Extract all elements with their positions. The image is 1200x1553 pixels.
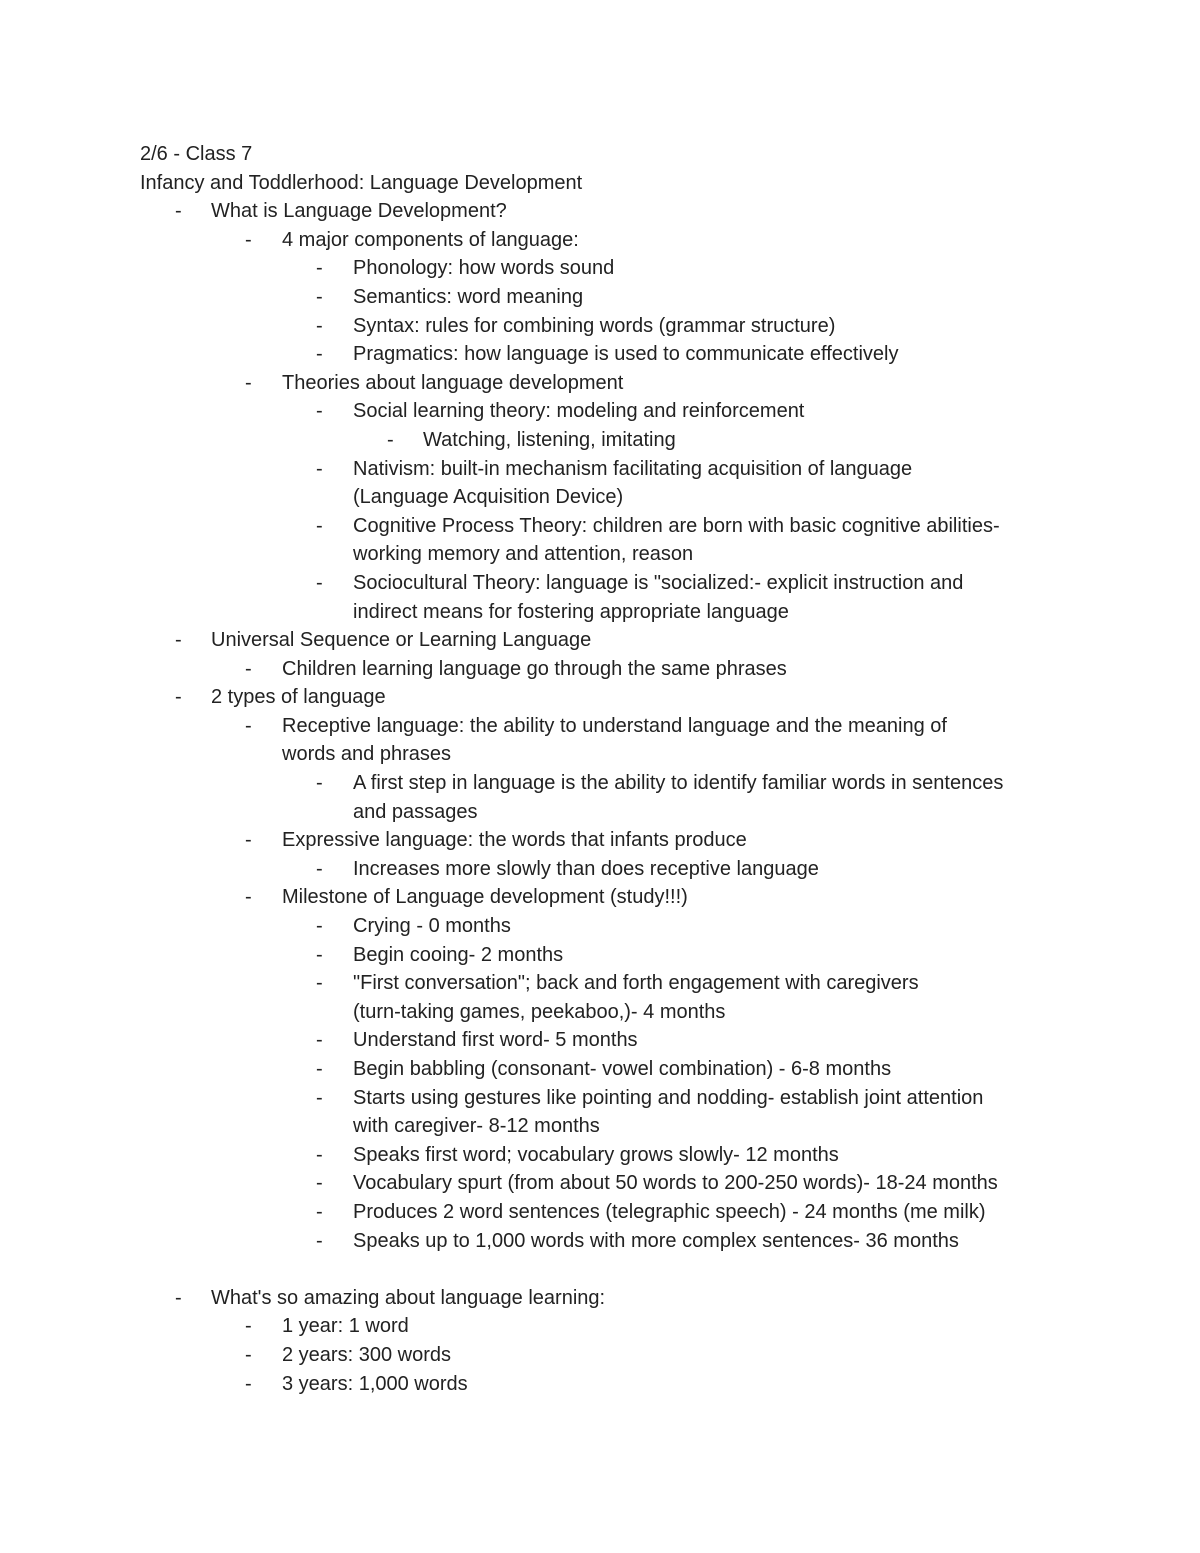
outline-item-text: Semantics: word meaning <box>353 285 584 308</box>
outline-item-text: words and phrases <box>282 743 451 766</box>
outline-item-text: and passages <box>353 800 478 823</box>
outline-item-level-2 <box>140 1370 1080 1399</box>
outline-item-text: A first step in language is the ability to identify familiar words in sentences <box>353 772 1004 795</box>
outline-item-level-2 <box>140 826 1080 855</box>
outline-item-level-1 <box>140 683 1080 712</box>
bullet-dash: - <box>316 314 323 337</box>
bullet-dash: - <box>316 1029 323 1052</box>
outline-item-text: Pragmatics: how language is used to communicate effectively <box>353 343 899 366</box>
document-title: Infancy and Toddlerhood: Language Development <box>140 171 583 194</box>
outline-item-text: Begin cooing- 2 months <box>353 943 564 966</box>
bullet-dash: - <box>245 228 252 251</box>
bullet-dash: - <box>316 915 323 938</box>
outline-item-level-2 <box>140 655 1080 684</box>
outline-item-level-3 <box>140 340 1080 369</box>
bullet-dash: - <box>316 1172 323 1195</box>
outline-item-text: What's so amazing about language learning: <box>211 1286 606 1309</box>
outline-item-text: Understand first word- 5 months <box>353 1029 638 1052</box>
outline-item-level-3 <box>140 397 1080 426</box>
bullet-dash: - <box>387 428 394 451</box>
blank-line <box>140 1255 1080 1284</box>
outline-item-level-3 <box>140 512 1080 569</box>
bullet-dash: - <box>175 686 182 709</box>
outline-item-text: 2 types of language <box>211 686 386 709</box>
bullet-dash: - <box>316 1229 323 1252</box>
bullet-dash: - <box>175 1286 182 1309</box>
notes-body <box>140 140 1080 1398</box>
bullet-dash: - <box>316 343 323 366</box>
outline-item-text: What is Language Development? <box>211 200 507 223</box>
outline-item-text: Crying - 0 months <box>353 915 511 938</box>
bullet-dash: - <box>316 400 323 423</box>
bullet-dash: - <box>245 657 252 680</box>
bullet-dash: - <box>245 829 252 852</box>
outline-item-text: Theories about language development <box>282 371 624 394</box>
bullet-dash: - <box>245 714 252 737</box>
outline-item-level-1 <box>140 197 1080 226</box>
outline-item-level-3 <box>140 1055 1080 1084</box>
bullet-dash: - <box>316 1086 323 1109</box>
outline-item-level-3 <box>140 283 1080 312</box>
outline-item-text: 4 major components of language: <box>282 228 579 251</box>
outline-item-level-3 <box>140 254 1080 283</box>
date-line: 2/6 - Class 7 <box>140 143 253 165</box>
outline-item-text: Universal Sequence or Learning Language <box>211 629 592 652</box>
bullet-dash: - <box>316 972 323 995</box>
bullet-dash: - <box>316 857 323 880</box>
bullet-dash: - <box>316 772 323 795</box>
bullet-dash: - <box>316 1143 323 1166</box>
outline-list <box>140 197 1080 1398</box>
outline-item-text: Syntax: rules for combining words (grammar structure) <box>353 314 836 337</box>
outline-item-text: Cognitive Process Theory: children are born with basic cognitive abilities- <box>353 514 1000 537</box>
outline-item-level-1 <box>140 626 1080 655</box>
outline-item-level-2 <box>140 1341 1080 1370</box>
outline-item-level-3 <box>140 769 1080 826</box>
bullet-dash: - <box>175 200 182 223</box>
outline-item-text: Vocabulary spurt (from about 50 words to 200-250 words)- 18-24 months <box>353 1172 998 1195</box>
outline-item-text: Children learning language go through the same phrases <box>282 657 787 680</box>
bullet-dash: - <box>316 1058 323 1080</box>
bullet-dash: - <box>175 629 182 652</box>
outline-item-text: Increases more slowly than does receptive language <box>353 857 819 880</box>
outline-item-text: indirect means for fostering appropriate language <box>353 600 789 623</box>
outline-item-text: working memory and attention, reason <box>353 543 694 566</box>
outline-item-text: Social learning theory: modeling and reinforcement <box>353 400 805 423</box>
outline-item-text: (turn-taking games, peekaboo,)- 4 months <box>353 1000 726 1023</box>
outline-item-text: 1 year: 1 word <box>282 1315 409 1338</box>
outline-item-text: Speaks first word; vocabulary grows slowly- 12 months <box>353 1143 839 1166</box>
outline-item-level-2 <box>140 226 1080 255</box>
outline-item-text: 2 years: 300 words <box>282 1343 451 1366</box>
bullet-dash: - <box>316 1200 323 1223</box>
outline-item-level-2 <box>140 883 1080 912</box>
outline-item-level-3 <box>140 1141 1080 1170</box>
bullet-dash: - <box>316 457 323 480</box>
outline-item-level-3 <box>140 1169 1080 1198</box>
outline-item-level-3 <box>140 1198 1080 1227</box>
bullet-dash: - <box>316 285 323 308</box>
bullet-dash: - <box>316 514 323 537</box>
outline-item-text: "First conversation"; back and forth engagement with caregivers <box>353 972 919 995</box>
outline-item-text: Starts using gestures like pointing and nodding- establish joint attention <box>353 1086 984 1109</box>
outline-item-level-3 <box>140 969 1080 1026</box>
outline-item-level-2 <box>140 1312 1080 1341</box>
outline-item-text: 3 years: 1,000 words <box>282 1372 468 1395</box>
bullet-dash: - <box>245 1315 252 1338</box>
outline-item-level-3 <box>140 855 1080 884</box>
outline-item-level-1 <box>140 1284 1080 1313</box>
outline-item-text: Produces 2 word sentences (telegraphic speech) - 24 months (me milk) <box>353 1200 986 1223</box>
outline-item-level-3 <box>140 1026 1080 1055</box>
outline-item-level-4 <box>140 426 1080 455</box>
bullet-dash: - <box>245 1372 252 1395</box>
outline-item-text: Begin babbling (consonant- vowel combination) - 6-8 months <box>353 1058 892 1080</box>
outline-item-text: Sociocultural Theory: language is "socialized:- explicit instruction and <box>353 571 964 594</box>
outline-item-text: Phonology: how words sound <box>353 257 615 280</box>
outline-item-level-2 <box>140 712 1080 769</box>
outline-item-text: Expressive language: the words that infants produce <box>282 829 747 852</box>
outline-item-text: Speaks up to 1,000 words with more complex sentences- 36 months <box>353 1229 959 1252</box>
outline-item-text: Milestone of Language development (study!!!) <box>282 886 688 909</box>
outline-item-text: Watching, listening, imitating <box>423 428 676 451</box>
bullet-dash: - <box>245 1343 252 1366</box>
bullet-dash: - <box>316 943 323 966</box>
outline-item-text: Nativism: built-in mechanism facilitating acquisition of language <box>353 457 913 480</box>
outline-item-level-2 <box>140 369 1080 398</box>
bullet-dash: - <box>245 371 252 394</box>
bullet-dash: - <box>316 257 323 280</box>
bullet-dash: - <box>316 571 323 594</box>
outline-item-level-3 <box>140 455 1080 512</box>
outline-item-level-3 <box>140 941 1080 970</box>
outline-item-level-3 <box>140 312 1080 341</box>
outline-item-text: Receptive language: the ability to understand language and the meaning of <box>282 714 947 737</box>
bullet-dash: - <box>245 886 252 909</box>
outline-item-level-3 <box>140 1084 1080 1141</box>
outline-item-level-3 <box>140 1227 1080 1256</box>
outline-item-text: with caregiver- 8-12 months <box>353 1115 600 1138</box>
outline-item-level-3 <box>140 912 1080 941</box>
outline-item-level-3 <box>140 569 1080 626</box>
outline-item-text: (Language Acquisition Device) <box>353 486 624 509</box>
